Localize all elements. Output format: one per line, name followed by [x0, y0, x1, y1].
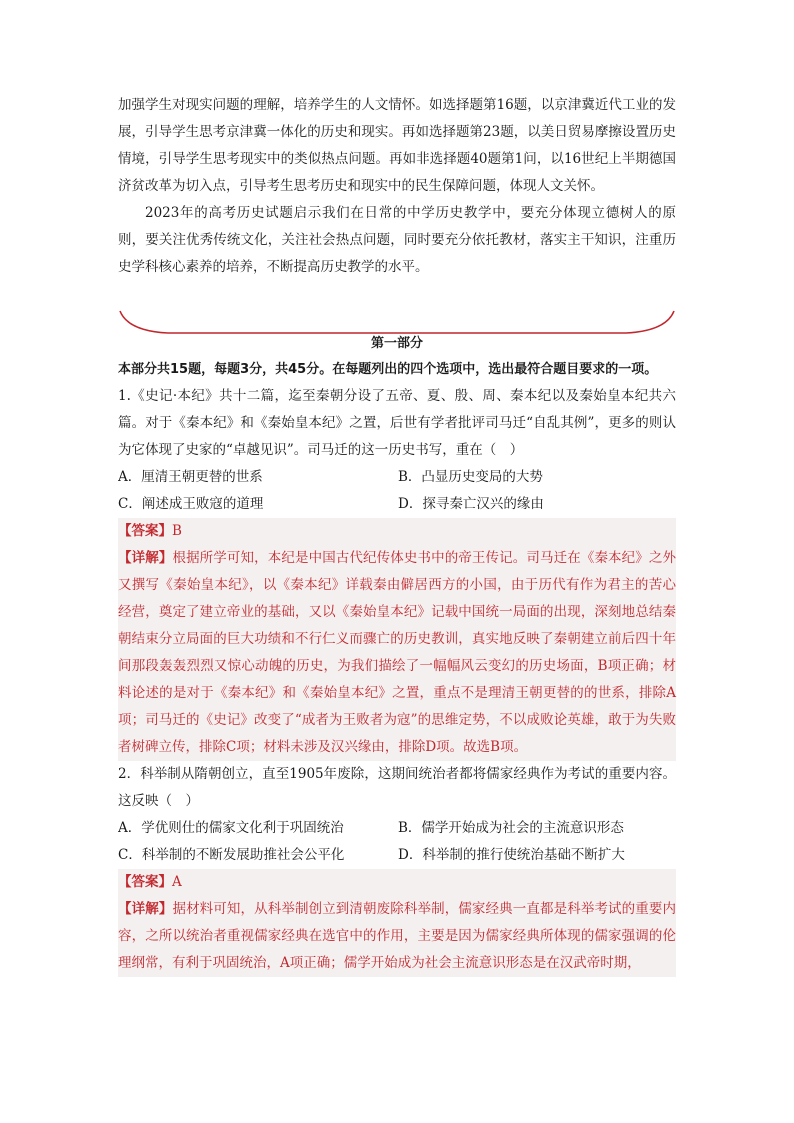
- section-intro: 本部分共15题，每题3分，共45分。在每题列出的四个选项中，选出最符合题目要求的一项。: [118, 362, 658, 377]
- intro-text-block: [118, 92, 676, 281]
- answer-line: [118, 518, 676, 545]
- option-a: A．厘清王朝更替的世系: [118, 469, 263, 485]
- top-paragraph-1: 加强学生对现实问题的理解，培养学生的人文情怀。如选择题第16题，以京津冀近代工业的发展，引导学生思考京津冀一体化的历史和现实。再如选择题第23题，以美日贸易摩擦设置历史情境，引导学生思考现实中的类似热点问题。再如非选择题40题第1问，以16世纪上半期德国济贫改革为切入点，引导考生思考历史和现实中的民生保障问题，体现人文关怀。: [118, 97, 676, 194]
- answer-value: A: [172, 874, 182, 890]
- option-a: A．学优则仕的儒家文化利于巩固统治: [118, 820, 344, 836]
- answer-label: 【答案】: [118, 523, 172, 539]
- option-d: D．科举制的推行使统治基础不断扩大: [398, 847, 625, 863]
- section-title: 第一部分: [370, 336, 423, 351]
- top-paragraph-2: 2023年的高考历史试题启示我们在日常的中学历史教学中，要充分体现立德树人的原则，要关注优秀传统文化，关注社会热点问题，同时要充分依托教材，落实主干知识，注重历史学科核心素养的培养，不断提高历史教学的水平。: [118, 205, 676, 275]
- question-1: [118, 383, 676, 761]
- option-list: [118, 815, 676, 869]
- detail-label: 【详解】: [118, 901, 173, 917]
- detail-body: 根据所学可知，本纪是中国古代纪传体史书中的帝王传记。司马迁在《秦本纪》之外又撰写《秦始皇本纪》，以《秦本纪》详载秦由僻居西方的小国，由于历代有作为君主的苦心经营，奠定了建立帝业的基础，又以《秦始皇本纪》记载中国统一局面的出现，深刻地总结秦朝结束分立局面的巨大功绩和不行仁义而骤亡的历史教训，真实地反映了秦朝建立前后四十年间那段轰轰烈烈又惊心动魄的历史，为我们描绘了一幅幅风云变幻的历史场面，B项正确；材料论述的是对于《秦本纪》和《秦始皇本纪》之置，重点不是理清王朝更替的的世系，排除A项；司马迁的《史记》改变了“成者为王败者为寇”的思维定势，不以成败论英雄，敢于为失败者树碑立传，排除C项；材料未涉及汉兴缘由，排除D项。故选B项。: [118, 550, 677, 755]
- section-body: [118, 356, 676, 977]
- detail-label: 【详解】: [118, 550, 173, 566]
- option-d: D．探寻秦亡汉兴的缘由: [398, 496, 544, 512]
- question-stem: 1.《史记·本纪》共十二篇，迄至秦朝分设了五帝、夏、殷、周、秦本纪以及秦始皇本纪共六篇。对于《秦本纪》和《秦始皇本纪》之置，后世有学者批评司马迁“自乱其例”，更多的则认为它体现了史家的“卓越见识”。司马迁的这一历史书写，重在（ ）: [118, 388, 676, 458]
- answer-explanation-box: [118, 869, 676, 977]
- explanation-text: [118, 545, 676, 761]
- option-b: B．儒学开始成为社会的主流意识形态: [398, 820, 624, 836]
- option-list: [118, 464, 676, 518]
- answer-value: B: [172, 523, 182, 539]
- section-divider-curve: [118, 305, 676, 335]
- question-2: [118, 761, 676, 977]
- answer-line: [118, 869, 676, 896]
- option-c: C．科举制的不断发展助推社会公平化: [118, 847, 345, 863]
- explanation-text: [118, 896, 676, 977]
- answer-label: 【答案】: [118, 874, 172, 890]
- option-c: C．阐述成王败寇的道理: [118, 496, 264, 512]
- detail-body: 据材料可知，从科举制创立到清朝废除科举制，儒家经典一直都是科举考试的重要内容，之所以统治者重视儒家经典在选官中的作用，主要是因为儒家经典所体现的儒家强调的伦理纲常，有利于巩固统治，A项正确；儒学开始成为社会主流意识形态是在汉武帝时期，: [118, 901, 677, 971]
- question-stem: 2．科举制从隋朝创立，直至1905年废除，这期间统治者都将儒家经典作为考试的重要内容。这反映（ ）: [118, 766, 676, 809]
- option-b: B．凸显历史变局的大势: [398, 469, 543, 485]
- answer-explanation-box: [118, 518, 676, 761]
